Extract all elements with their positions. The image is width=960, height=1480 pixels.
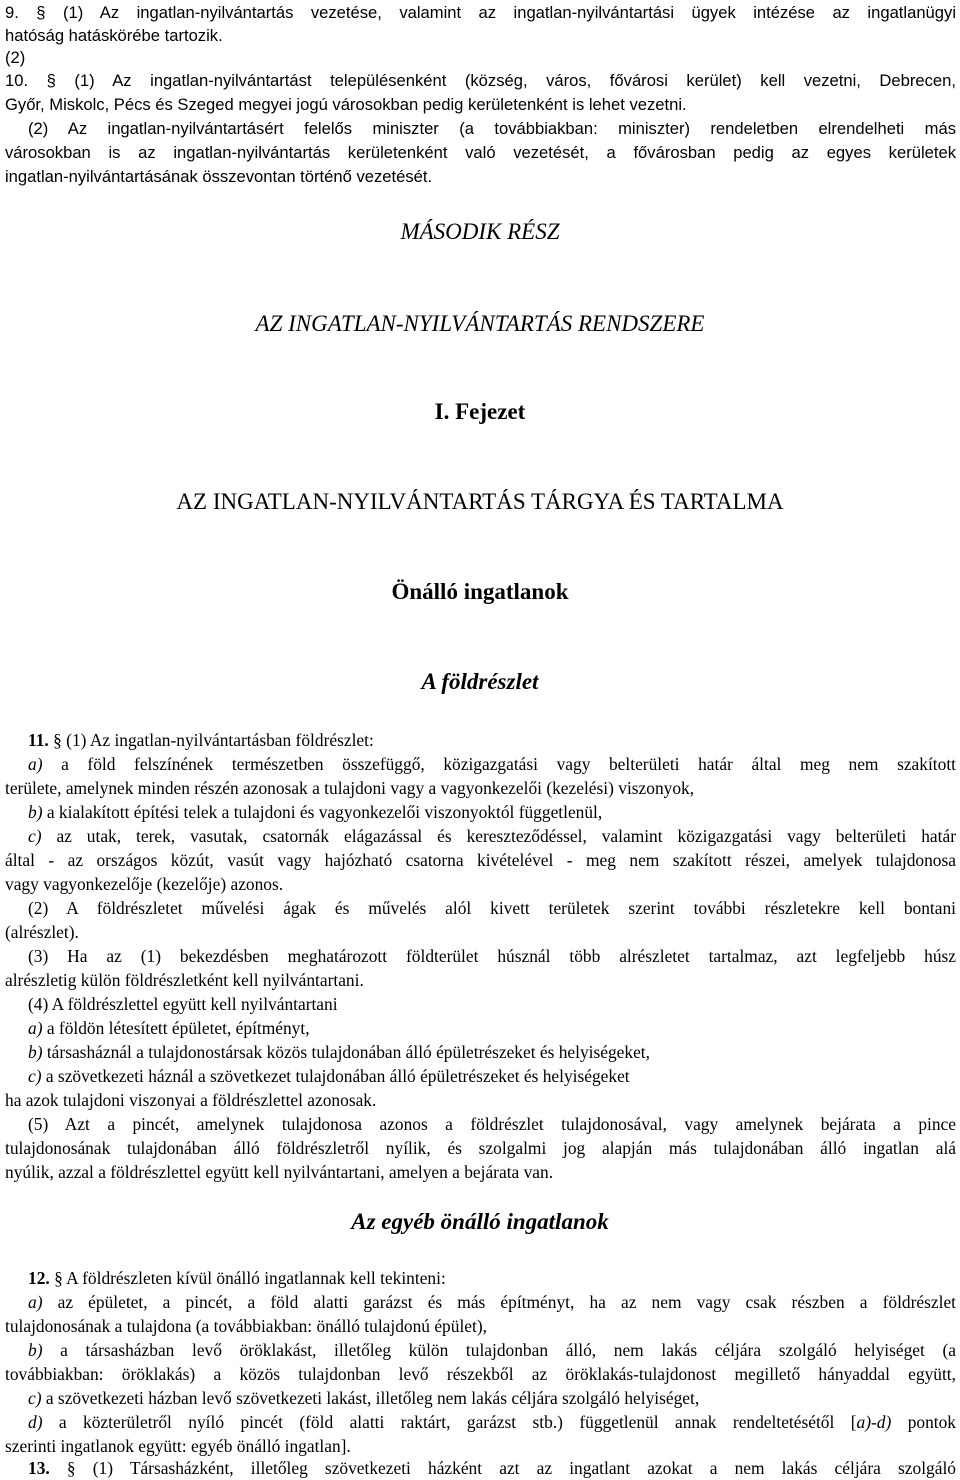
text-line <box>28 728 956 752</box>
text-line: városokban is az ingatlan-nyilvántartás kerületenként való vezetését, a fővárosban pedig az egyes kerületek <box>5 143 956 162</box>
section-number: 11. <box>28 730 49 750</box>
text-line: (4) A földrészlettel együtt kell nyilvántartani <box>28 994 338 1014</box>
section-heading: Önálló ingatlanok <box>391 579 569 604</box>
text-line: alrészletig külön földrészletként kell nyilvántartani. <box>5 970 364 990</box>
text-line: továbbiakban: öröklakás) a közös tulajdonban levő részekből az öröklakás-tulajdonost megillető hányaddal együtt, <box>5 1364 956 1384</box>
subsection-heading-foldreszlet: A földrészlet <box>421 669 539 694</box>
text-line: 10. § (1) Az ingatlan-nyilvántartást településenként (község, város, fővárosi kerület) kell vezetni, Debrecen, <box>5 71 956 90</box>
text-line: a) a földön létesített épületet, építményt, <box>28 1018 310 1038</box>
text-line: szerinti ingatlanok együtt: egyéb önálló ingatlan]. <box>5 1436 351 1456</box>
text-line: nyúlik, azzal a földrészlettel együtt kell nyilvántartani, amelyen a bejárata van. <box>5 1162 554 1182</box>
text-line: vagy vagyonkezelője (kezelője) azonos. <box>5 874 284 894</box>
text-line: (alrészlet). <box>5 922 79 942</box>
part-heading: MÁSODIK RÉSZ <box>400 219 560 244</box>
text-line: b) a kialakított építési telek a tulajdoni és vagyonkezelői viszonyoktól függetlenül, <box>28 802 603 822</box>
subsection-heading-egyeb: Az egyéb önálló ingatlanok <box>351 1209 609 1234</box>
text-line: (2) Az ingatlan-nyilvántartásért felelős miniszter (a továbbiakban: miniszter) rendeletben elrendelheti más <box>28 119 956 138</box>
text-line: c) az utak, terek, vasutak, csatornák elágazással és kereszteződéssel, valamint közigazgatási vagy belterületi határ <box>28 826 956 846</box>
text-line: a) a föld felszínének természetben összefüggő, közigazgatási vagy belterületi határ által meg nem szakított <box>28 754 956 774</box>
text-line: hatóság hatáskörébe tartozik. <box>5 26 223 45</box>
text-line: (2) A földrészletet művelési ágak és művelés alól kivett területek szerint további részletekre kell bontani <box>28 898 956 918</box>
text-line: 13. § (1) Társasházként, illetőleg szövetkezeti házként azt az ingatlant azokat a nem lakás céljára szolgáló <box>28 1458 956 1478</box>
text-line: által - az országos közút, vasút vagy hajózható csatorna kivételével - meg nem szakított részei, amelyek tulajdonosa <box>5 850 956 870</box>
part-title-heading: AZ INGATLAN-NYILVÁNTARTÁS RENDSZERE <box>255 311 705 336</box>
text-line: tulajdonosának a tulajdona (a továbbiakban: önálló tulajdonú épület), <box>5 1316 487 1336</box>
text-line: (2) <box>5 48 26 67</box>
text-line: c) a szövetkezeti háznál a szövetkezet tulajdonában álló épületrészeket és helyiségeket <box>28 1066 630 1086</box>
text-line: a) az épületet, a pincét, a föld alatti garázst és más építményt, ha az nem vagy csak részben a földrészlet <box>28 1292 956 1312</box>
text-line: b) társasháznál a tulajdonostársak közös tulajdonában álló épületrészeket és helyiségeket, <box>28 1042 650 1062</box>
text-run: § (1) Az ingatlan-nyilvántartásban földrészlet: <box>48 730 374 750</box>
text-line: ingatlan-nyilvántartásának összevontan történő vezetését. <box>5 167 433 186</box>
text-line: tulajdonosának tulajdonában álló földrészletről nyílik, és szolgalmi jog alapján más tulajdonában álló ingatlan alá <box>5 1138 956 1158</box>
text-line: ha azok tulajdoni viszonyai a földrészlettel azonosak. <box>5 1090 377 1110</box>
text-line: b) a társasházban levő öröklakást, illetőleg külön tulajdonban álló, nem lakás céljára szolgáló helyiséget (a <box>28 1340 956 1360</box>
text-line: területe, amelynek minden részén azonosak a tulajdoni vagy a vagyonkezelői (kezelési) viszonyok, <box>5 778 695 798</box>
text-line: (3) Ha az (1) bekezdésben meghatározott földterület húsznál több alrészletet tartalmaz, azt legfeljebb húsz <box>28 946 956 966</box>
text-line: c) a szövetkezeti házban levő szövetkezeti lakást, illetőleg nem lakás céljára szolgáló helyiséget, <box>28 1388 700 1408</box>
text-line: d) a közterületről nyíló pincét (föld alatti raktárt, garázst stb.) függetlenül annak rendeltetésétől [a)-d) pontok <box>28 1412 956 1432</box>
chapter-heading: I. Fejezet <box>434 399 526 424</box>
text-line: 12. § A földrészleten kívül önálló ingatlannak kell tekinteni: <box>28 1268 446 1288</box>
text-line: (5) Azt a pincét, amelynek tulajdonosa azonos a földrészlet tulajdonosával, vagy amelynek bejárata a pince <box>28 1114 956 1134</box>
chapter-title-heading: AZ INGATLAN-NYILVÁNTARTÁS TÁRGYA ÉS TARTALMA <box>176 489 784 514</box>
text-line: 9. § (1) Az ingatlan-nyilvántartás vezetése, valamint az ingatlan-nyilvántartási ügyek intézése az ingatlanügyi <box>5 3 956 22</box>
text-line: Győr, Miskolc, Pécs és Szeged megyei jogú városokban pedig kerületenként is lehet vezetni. <box>5 95 687 114</box>
